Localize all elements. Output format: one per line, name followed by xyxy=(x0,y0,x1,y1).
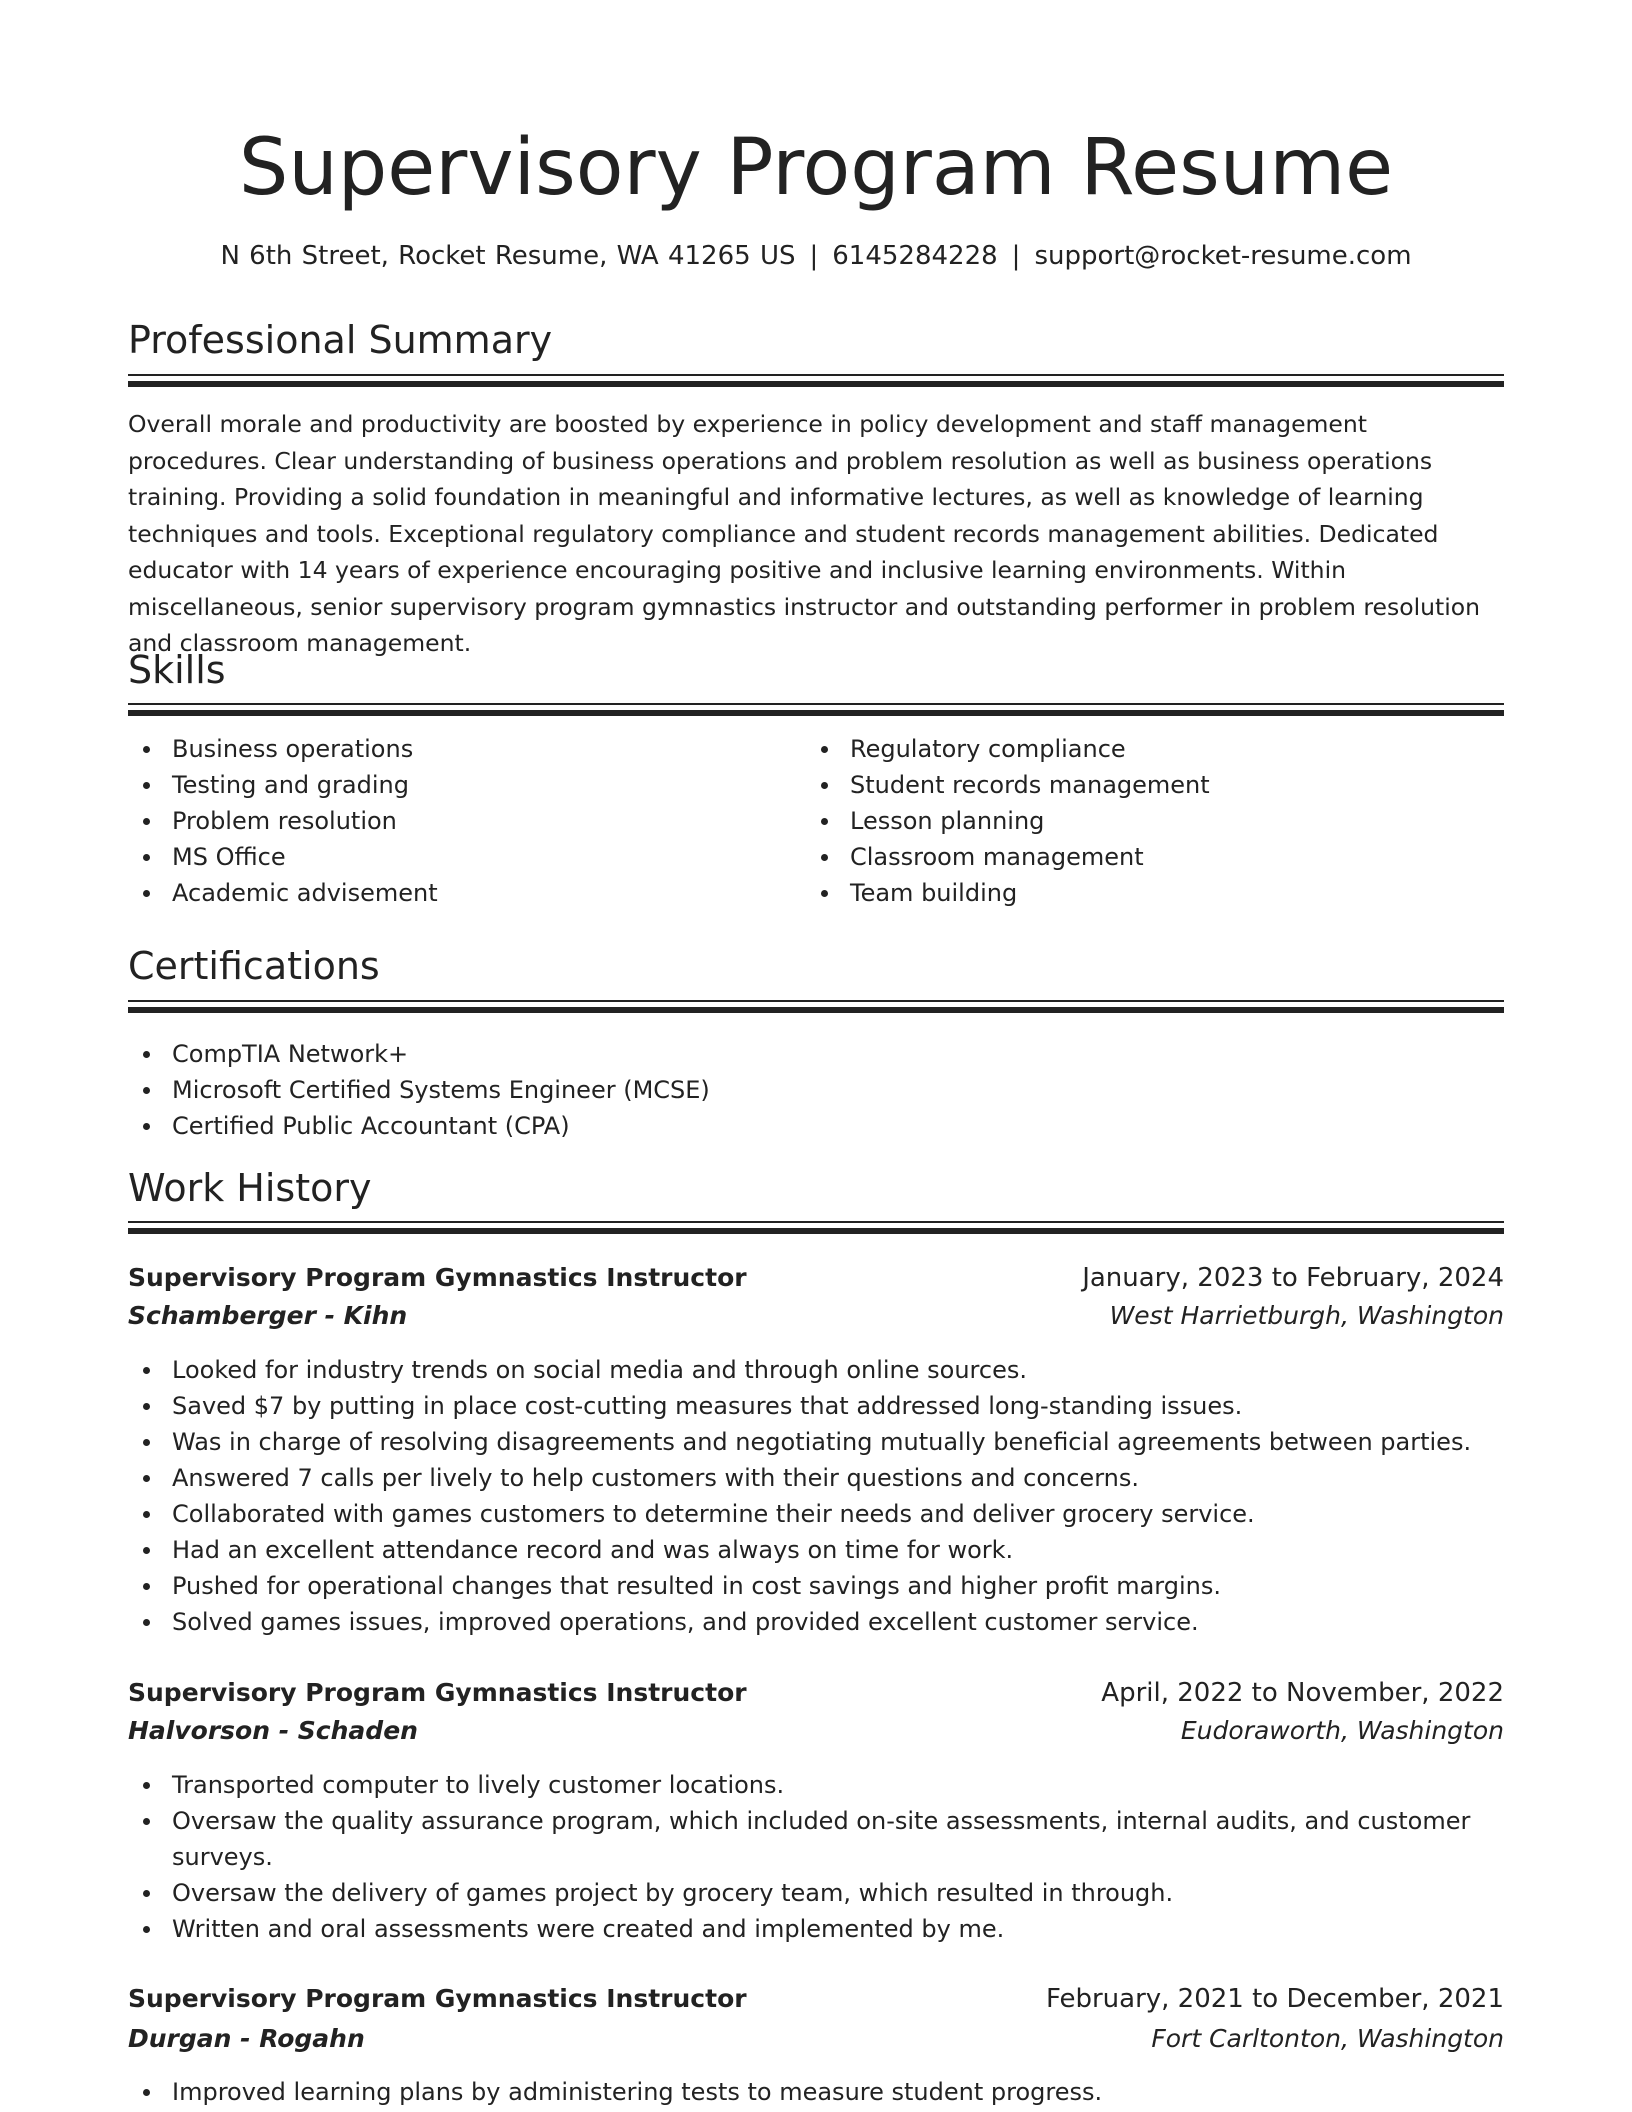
job-dates: February, 2021 to December, 2021 xyxy=(1045,1984,1504,2014)
job-bullet: Transported computer to lively customer locations. xyxy=(128,1767,1504,1803)
job-bullet: Answered 7 calls per lively to help customers with their questions and concerns. xyxy=(128,1460,1504,1496)
job-location: Eudoraworth, Washington xyxy=(1180,1716,1504,1745)
job-bullets xyxy=(128,1352,1504,1640)
job-bullet: Looked for industry trends on social media and through online sources. xyxy=(128,1352,1504,1388)
job-bullet: Was in charge of resolving disagreements and negotiating mutually beneficial agreements between parties. xyxy=(128,1424,1504,1460)
contact-separator: | xyxy=(1011,241,1021,271)
skill-item: Classroom management xyxy=(806,839,1486,875)
certification-item: Microsoft Certified Systems Engineer (MCSE) xyxy=(128,1072,1504,1108)
job-bullet: Saved $7 by putting in place cost-cutting measures that addressed long-standing issues. xyxy=(128,1388,1504,1424)
job-bullet: Pushed for operational changes that resulted in cost savings and higher profit margins. xyxy=(128,1568,1504,1604)
skill-item: Business operations xyxy=(128,731,788,767)
job-bullets xyxy=(128,1767,1504,1947)
resume-title: Supervisory Program Resume xyxy=(238,123,1394,213)
job-company: Durgan - Rogahn xyxy=(128,2024,365,2053)
job-bullets xyxy=(128,2074,1504,2110)
job-title: Supervisory Program Gymnastics Instructor xyxy=(128,1263,747,1292)
section-title-summary: Professional Summary xyxy=(128,318,553,362)
certifications-list xyxy=(128,1036,1504,1144)
job-title: Supervisory Program Gymnastics Instructor xyxy=(128,1984,747,2013)
skills-list-right xyxy=(806,731,1486,911)
contact-email: support@rocket-resume.com xyxy=(1034,241,1412,271)
section-divider xyxy=(128,1221,1504,1234)
section-title-certifications: Certifications xyxy=(128,944,380,988)
job-bullet: Collaborated with games customers to determine their needs and deliver grocery service. xyxy=(128,1496,1504,1532)
certification-item: Certified Public Accountant (CPA) xyxy=(128,1108,1504,1144)
contact-line xyxy=(0,238,1632,274)
contact-separator: | xyxy=(809,241,819,271)
job-company: Halvorson - Schaden xyxy=(128,1716,418,1745)
section-title-skills: Skills xyxy=(128,648,226,692)
job-bullet: Written and oral assessments were created and implemented by me. xyxy=(128,1911,1504,1947)
job-bullet: Solved games issues, improved operations, and provided excellent customer service. xyxy=(128,1604,1504,1640)
section-divider xyxy=(128,1000,1504,1013)
job-bullet: Had an excellent attendance record and was always on time for work. xyxy=(128,1532,1504,1568)
summary-text: Overall morale and productivity are boosted by experience in policy development and staff management procedures. Clear understanding of business operations and problem resolution as well as business operations training. Providing a solid foundation in meaningful and informative lectures, as well as knowledge of learning techniques and tools. Exceptional regulatory compliance and student records management abilities. Dedicated educator with 14 years of experience encouraging positive and inclusive learning environments. Within miscellaneous, senior supervisory program gymnastics instructor and outstanding performer in problem resolution and classroom management. xyxy=(128,410,1481,657)
section-divider xyxy=(128,703,1504,716)
certification-item: CompTIA Network+ xyxy=(128,1036,1504,1072)
skill-item: Testing and grading xyxy=(128,767,788,803)
contact-phone: 6145284228 xyxy=(832,241,998,271)
skill-item: Lesson planning xyxy=(806,803,1486,839)
skills-list-left xyxy=(128,731,788,911)
skill-item: Academic advisement xyxy=(128,875,788,911)
skill-item: Regulatory compliance xyxy=(806,731,1486,767)
job-company: Schamberger - Kihn xyxy=(128,1301,408,1330)
job-dates: January, 2023 to February, 2024 xyxy=(1082,1263,1504,1293)
job-dates: April, 2022 to November, 2022 xyxy=(1101,1678,1504,1708)
job-bullet: Oversaw the quality assurance program, which included on-site assessments, internal audits, and customer surveys. xyxy=(128,1803,1504,1875)
section-divider xyxy=(128,374,1504,387)
skill-item: Problem resolution xyxy=(128,803,788,839)
skill-item: Student records management xyxy=(806,767,1486,803)
job-location: Fort Carltonton, Washington xyxy=(1151,2024,1504,2053)
skill-item: Team building xyxy=(806,875,1486,911)
job-title: Supervisory Program Gymnastics Instructor xyxy=(128,1678,747,1707)
job-location: West Harrietburgh, Washington xyxy=(1109,1301,1504,1330)
job-bullet: Oversaw the delivery of games project by grocery team, which resulted in through. xyxy=(128,1875,1504,1911)
contact-address: N 6th Street, Rocket Resume, WA 41265 US xyxy=(220,241,796,271)
skill-item: MS Office xyxy=(128,839,788,875)
job-bullet: Improved learning plans by administering tests to measure student progress. xyxy=(128,2074,1504,2110)
section-title-work-history: Work History xyxy=(128,1166,372,1210)
